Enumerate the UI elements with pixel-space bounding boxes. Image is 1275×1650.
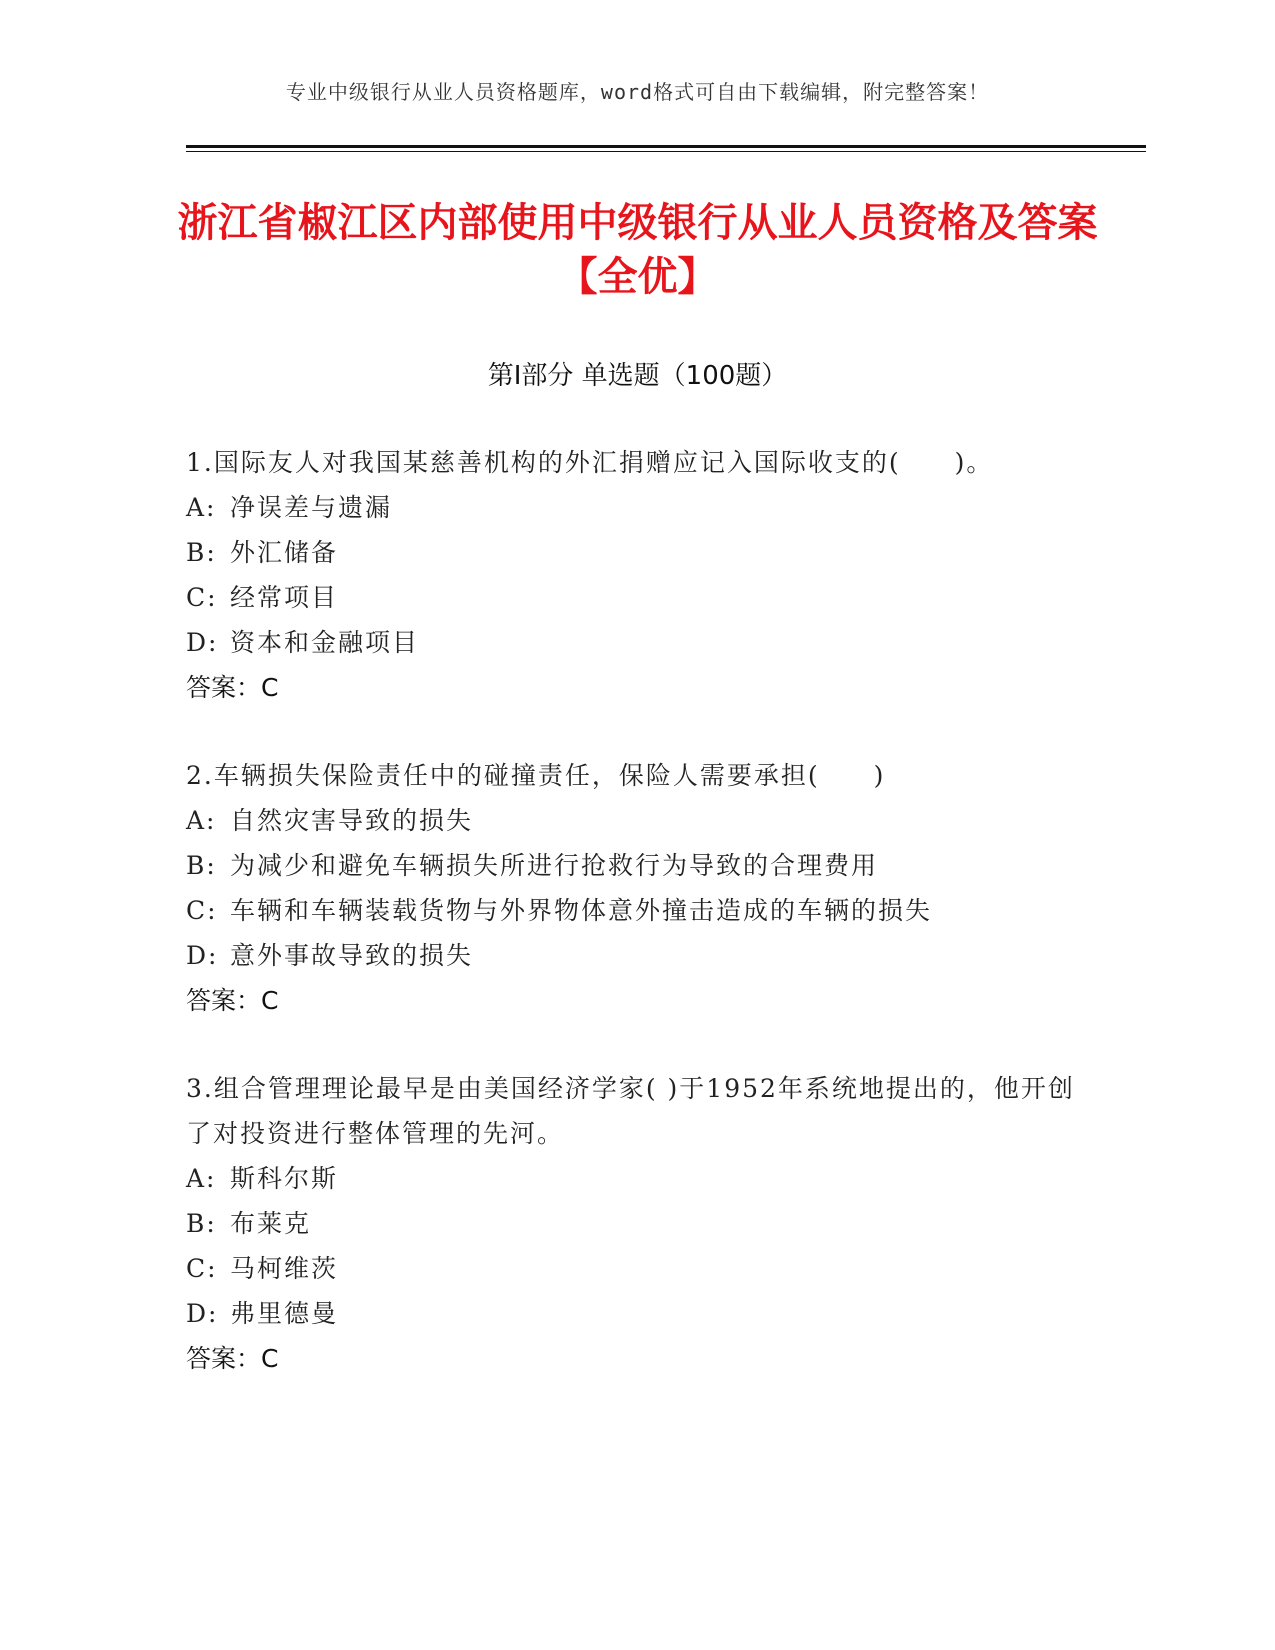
- option-text: 经常项目: [230, 583, 339, 612]
- answer: 答案：C: [186, 1344, 279, 1373]
- option-text: 资本和金融项目: [230, 628, 420, 657]
- answer: 答案：C: [186, 986, 279, 1015]
- option-text: 斯科尔斯: [230, 1164, 339, 1193]
- question-stem: 2.车辆损失保险责任中的碰撞责任，保险人需要承担( ): [186, 761, 886, 790]
- option-b: [186, 530, 1086, 575]
- answer: 答案：C: [186, 673, 279, 702]
- question-stem: 1.国际友人对我国某慈善机构的外汇捐赠应记入国际收支的( )。: [186, 448, 994, 477]
- option-c: [186, 888, 1086, 933]
- option-key: A:: [186, 1164, 217, 1193]
- header-rule-thick: [186, 145, 1146, 148]
- option-text: 车辆和车辆装载货物与外界物体意外撞击造成的车辆的损失: [230, 896, 933, 925]
- option-key: D:: [186, 628, 219, 657]
- option-text: 自然灾害导致的损失: [230, 806, 474, 835]
- question-2: [186, 753, 1086, 1023]
- option-b: [186, 843, 1086, 888]
- option-text: 外汇储备: [230, 538, 339, 567]
- question-list: [186, 440, 1086, 1424]
- page-header: 专业中级银行从业人员资格题库，word格式可自由下载编辑，附完整答案！: [285, 80, 990, 104]
- option-key: B:: [186, 538, 217, 567]
- question-1: [186, 440, 1086, 710]
- option-c: [186, 575, 1086, 620]
- option-c: [186, 1246, 1086, 1291]
- option-text: 布莱克: [230, 1209, 312, 1238]
- question-stem: 3.组合管理理论最早是由美国经济学家( )于1952年系统地提出的，他开创了对投资进行整体管理的先河。: [186, 1074, 1075, 1148]
- option-a: [186, 1156, 1086, 1201]
- option-b: [186, 1201, 1086, 1246]
- option-d: [186, 933, 1086, 978]
- option-key: A:: [186, 493, 217, 522]
- option-key: C:: [186, 896, 218, 925]
- section-heading: 第Ⅰ部分 单选题（100题）: [487, 361, 788, 391]
- option-key: B:: [186, 1209, 217, 1238]
- question-3: [186, 1066, 1086, 1381]
- option-text: 马柯维茨: [230, 1254, 339, 1283]
- option-a: [186, 485, 1086, 530]
- option-key: B:: [186, 851, 217, 880]
- option-text: 为减少和避免车辆损失所进行抢救行为导致的合理费用: [230, 851, 879, 880]
- option-d: [186, 620, 1086, 665]
- option-text: 弗里德曼: [230, 1299, 339, 1328]
- option-key: A:: [186, 806, 217, 835]
- option-key: C:: [186, 1254, 218, 1283]
- option-text: 净误差与遗漏: [230, 493, 393, 522]
- option-key: D:: [186, 1299, 219, 1328]
- option-key: C:: [186, 583, 218, 612]
- header-rule-thin: [186, 151, 1146, 152]
- option-key: D:: [186, 941, 219, 970]
- option-text: 意外事故导致的损失: [230, 941, 474, 970]
- document-title: 浙江省椒江区内部使用中级银行从业人员资格及答案【全优】: [177, 200, 1098, 300]
- option-d: [186, 1291, 1086, 1336]
- option-a: [186, 798, 1086, 843]
